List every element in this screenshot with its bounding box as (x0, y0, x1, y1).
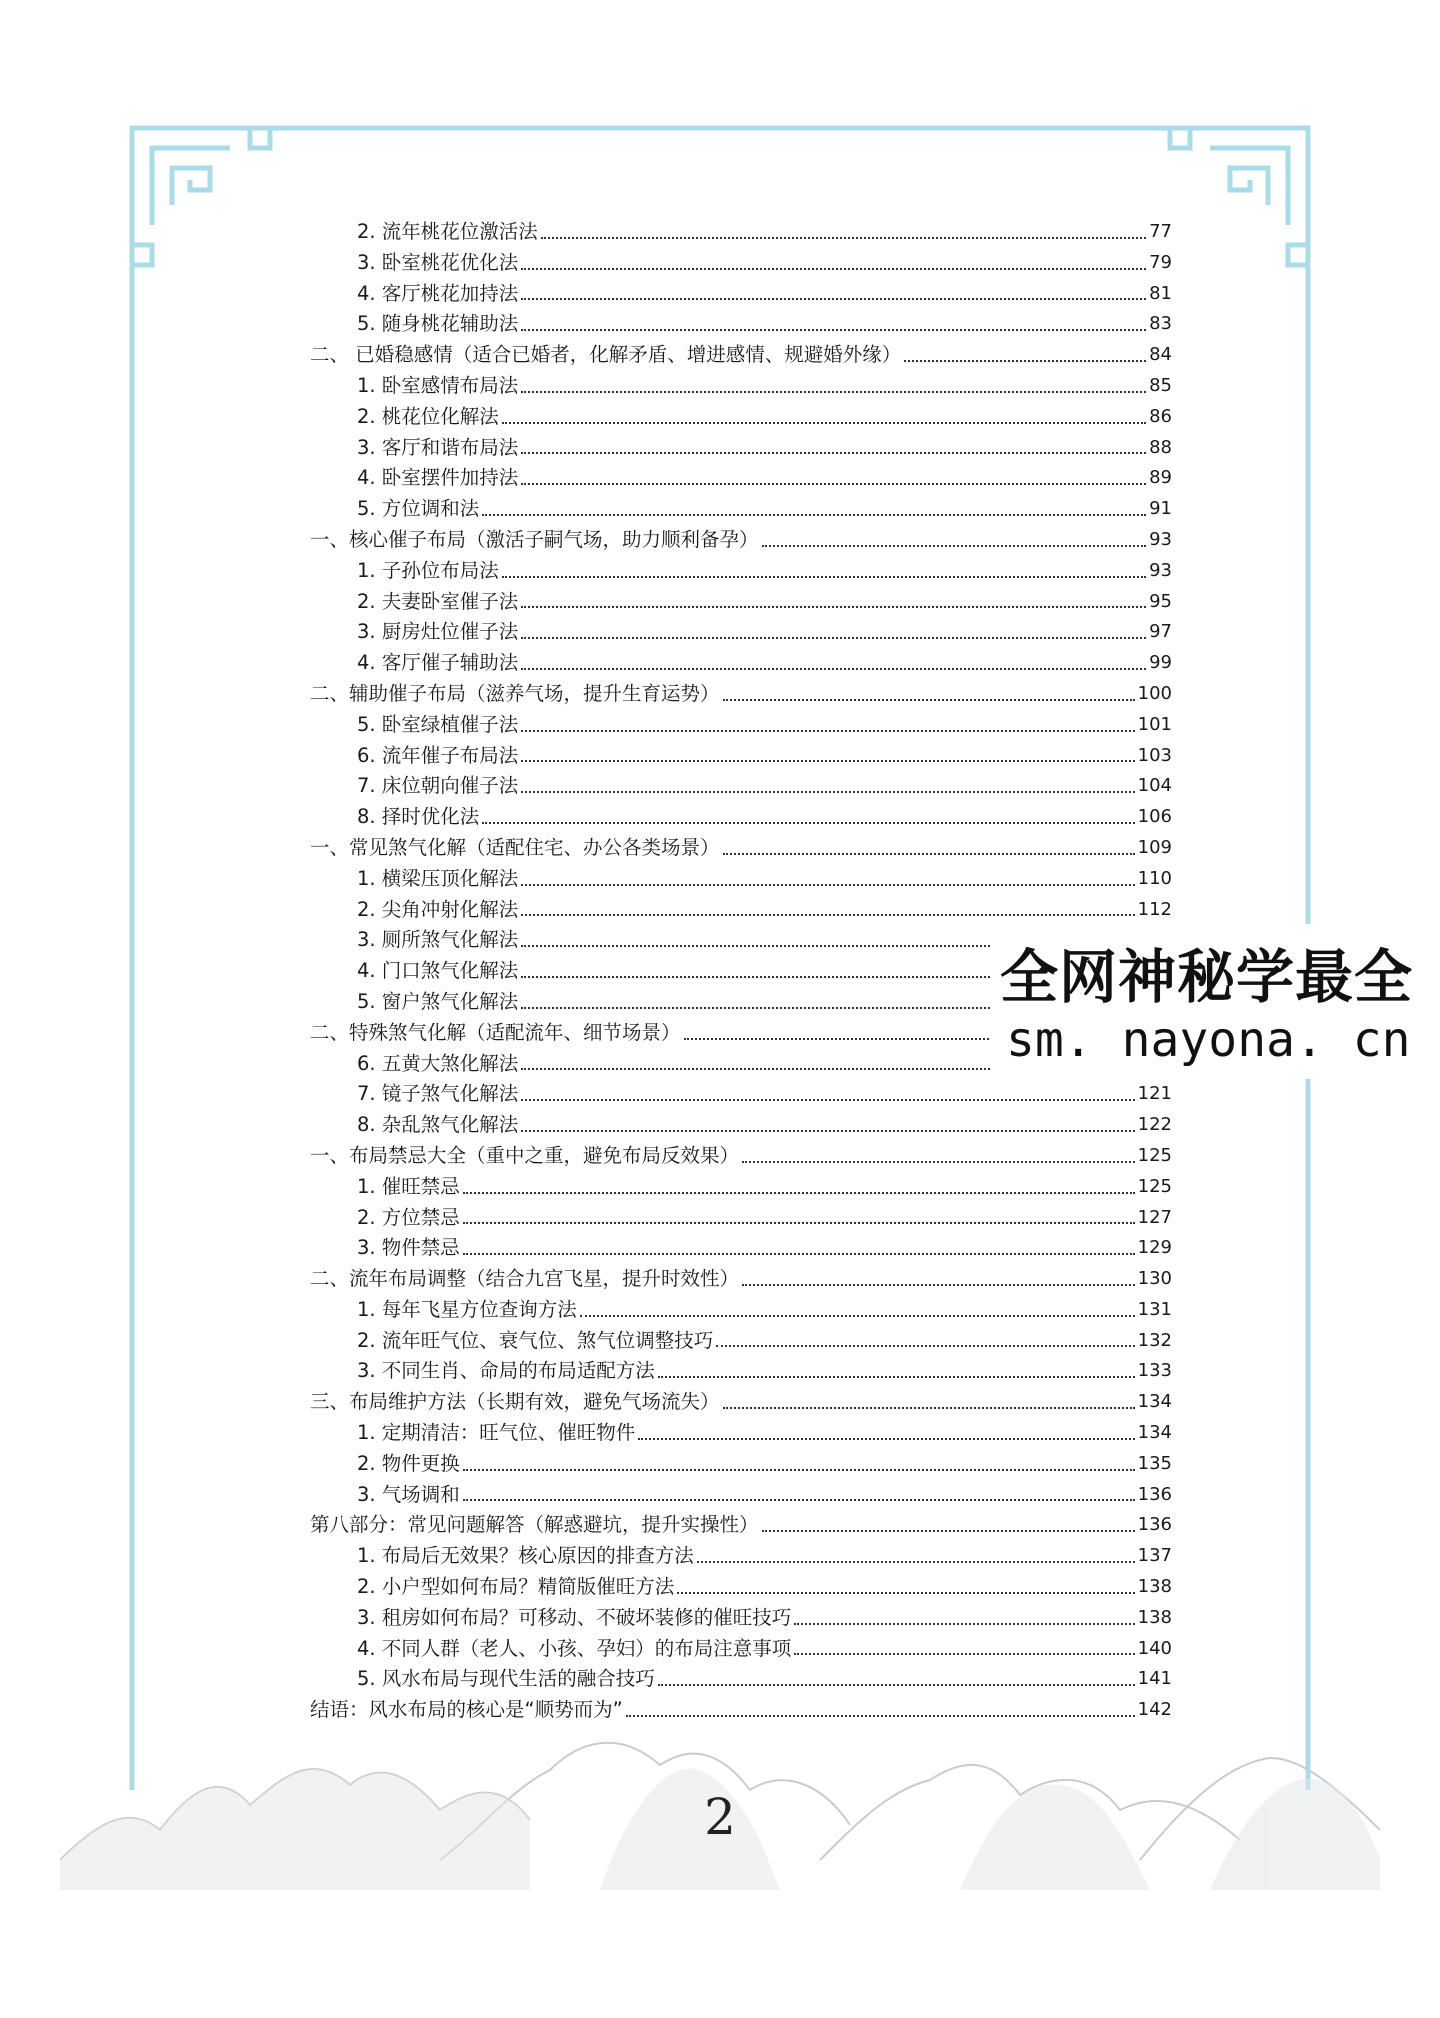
toc-entry[interactable] (310, 802, 1172, 833)
toc-entry-page: 93 (1149, 528, 1172, 550)
toc-entry-title: 1. 子孙位布局法 (357, 558, 499, 582)
toc-entry-title: 3. 物件禁忌 (357, 1236, 460, 1260)
toc-entry-title: 1. 横梁压顶化解法 (357, 866, 519, 890)
toc-entry[interactable] (310, 1356, 1172, 1387)
toc-entry-page: 95 (1149, 590, 1172, 612)
toc-entry-title: 5. 窗户煞气化解法 (357, 989, 519, 1013)
toc-entry-title: 1. 卧室感情布局法 (357, 373, 519, 397)
watermark-line-1: 全网神秘学最全 (1000, 943, 1414, 1011)
dot-leader (762, 1530, 1135, 1532)
toc-entry[interactable] (310, 1141, 1172, 1172)
toc-entry-title: 2. 方位禁忌 (357, 1205, 460, 1229)
toc-entry-page: 127 (1137, 1206, 1172, 1228)
toc-entry-title: 3. 厨房灶位催子法 (357, 620, 519, 644)
toc-entry-page: 136 (1137, 1483, 1172, 1505)
toc-entry-title: 2. 桃花位化解法 (357, 404, 499, 428)
toc-entry-title: 1. 每年飞星方位查询方法 (357, 1297, 577, 1321)
toc-entry-page: 132 (1137, 1329, 1172, 1351)
toc-entry-page: 125 (1137, 1144, 1172, 1166)
toc-entry[interactable] (310, 1264, 1172, 1295)
dot-leader (521, 329, 1146, 331)
toc-entry[interactable] (310, 1510, 1172, 1541)
toc-entry-page: 125 (1137, 1175, 1172, 1197)
toc-entry-title: 2. 夫妻卧室催子法 (357, 589, 519, 613)
toc-entry-title: 1. 定期清洁：旺气位、催旺物件 (357, 1421, 636, 1445)
toc-entry-page: 89 (1149, 467, 1172, 489)
dot-leader (521, 730, 1134, 732)
watermark-line-2: sm. nayona. cn (1006, 1012, 1411, 1068)
toc-entry[interactable] (310, 371, 1172, 402)
toc-entry-title: 二、特殊煞气化解（适配流年、细节场景） (310, 1020, 681, 1044)
dot-leader (762, 545, 1147, 547)
toc-entry[interactable] (310, 648, 1172, 679)
dot-leader (658, 1376, 1135, 1378)
dot-leader (463, 1253, 1135, 1255)
toc-entry[interactable] (310, 1634, 1172, 1665)
toc-entry-page: 121 (1137, 1083, 1172, 1105)
dot-leader (521, 483, 1146, 485)
toc-entry-page: 138 (1137, 1576, 1172, 1598)
toc-entry-page: 129 (1137, 1237, 1172, 1259)
toc-entry-page: 134 (1137, 1422, 1172, 1444)
toc-entry[interactable] (310, 1203, 1172, 1234)
toc-entry-title: 1. 布局后无效果？核心原因的排查方法 (357, 1544, 694, 1568)
toc-entry-page: 81 (1149, 282, 1172, 304)
toc-entry-page: 138 (1137, 1606, 1172, 1628)
toc-entry-title: 4. 客厅催子辅助法 (357, 651, 519, 675)
toc-entry-title: 7. 床位朝向催子法 (357, 774, 519, 798)
toc-entry-page: 130 (1137, 1268, 1172, 1290)
dot-leader (794, 1653, 1134, 1655)
toc-entry[interactable] (310, 217, 1172, 248)
toc-entry[interactable] (310, 525, 1172, 556)
dot-leader (482, 514, 1146, 516)
toc-entry[interactable] (310, 1449, 1172, 1480)
toc-entry[interactable] (310, 1233, 1172, 1264)
toc-entry-title: 一、常见煞气化解（适配住宅、办公各类场景） (310, 835, 720, 859)
dot-leader (521, 391, 1146, 393)
toc-entry[interactable] (310, 1418, 1172, 1449)
toc-entry-page: 101 (1137, 713, 1172, 735)
toc-entry-page: 140 (1137, 1637, 1172, 1659)
dot-leader (521, 268, 1146, 270)
toc-entry[interactable] (310, 1572, 1172, 1603)
dot-leader (502, 422, 1146, 424)
toc-entry-page: 131 (1137, 1298, 1172, 1320)
toc-entry-page: 83 (1149, 313, 1172, 335)
toc-entry-title: 5. 风水布局与现代生活的融合技巧 (357, 1667, 655, 1691)
toc-entry[interactable] (310, 710, 1172, 741)
toc-entry-title: 二、 已婚稳感情（适合已婚者，化解矛盾、增进感情、规避婚外缘） (310, 343, 902, 367)
toc-entry-title: 5. 随身桃花辅助法 (357, 312, 519, 336)
toc-entry[interactable] (310, 1603, 1172, 1634)
toc-entry[interactable] (310, 1387, 1172, 1418)
dot-leader (521, 668, 1146, 670)
dot-leader (521, 637, 1146, 639)
toc-entry-title: 2. 小户型如何布局？精简版催旺方法 (357, 1575, 675, 1599)
dot-leader (521, 884, 1134, 886)
toc-entry-title: 5. 方位调和法 (357, 497, 480, 521)
dot-leader (697, 1561, 1135, 1563)
toc-entry-title: 5. 卧室绿植催子法 (357, 712, 519, 736)
toc-entry-page: 84 (1149, 344, 1172, 366)
toc-entry-page: 135 (1137, 1452, 1172, 1474)
toc-entry-page: 97 (1149, 621, 1172, 643)
toc-entry-page: 86 (1149, 405, 1172, 427)
toc-entry[interactable] (310, 617, 1172, 648)
toc-entry-title: 三、布局维护方法（长期有效，避免气场流失） (310, 1390, 720, 1414)
dot-leader (723, 853, 1135, 855)
toc-entry-page: 88 (1149, 436, 1172, 458)
toc-entry[interactable] (310, 1664, 1172, 1695)
dot-leader (904, 360, 1146, 362)
dot-leader (521, 298, 1146, 300)
dot-leader (638, 1438, 1134, 1440)
dot-leader (521, 606, 1146, 608)
toc-entry-title: 2. 流年桃花位激活法 (357, 220, 538, 243)
page-number: 2 (704, 1788, 736, 1846)
toc-entry-title: 一、核心催子布局（激活子嗣气场，助力顺利备孕） (310, 527, 759, 551)
toc-entry-page: 134 (1137, 1391, 1172, 1413)
dot-leader (716, 1345, 1134, 1347)
toc-entry[interactable] (310, 463, 1172, 494)
toc-entry-page: 79 (1149, 251, 1172, 273)
toc-entry[interactable] (310, 1541, 1172, 1572)
dot-leader (742, 1161, 1135, 1163)
toc-entry[interactable] (310, 556, 1172, 587)
toc-entry-page: 99 (1149, 652, 1172, 674)
toc-entry-title: 4. 门口煞气化解法 (357, 959, 519, 983)
toc-entry[interactable] (310, 741, 1172, 772)
toc-entry-title: 二、辅助催子布局（滋养气场，提升生育运势） (310, 681, 720, 705)
toc-entry-title: 4. 客厅桃花加持法 (357, 281, 519, 305)
toc-entry[interactable] (310, 1295, 1172, 1326)
toc-entry-title: 4. 卧室摆件加持法 (357, 466, 519, 490)
toc-entry-title: 2. 流年旺气位、衰气位、煞气位调整技巧 (357, 1328, 714, 1352)
toc-entry[interactable] (310, 864, 1172, 895)
toc-entry-page: 112 (1137, 898, 1172, 920)
toc-entry-title: 1. 催旺禁忌 (357, 1174, 460, 1198)
toc-entry-page: 109 (1137, 836, 1172, 858)
dot-leader (723, 699, 1135, 701)
toc-entry[interactable] (310, 494, 1172, 525)
toc-entry-title: 一、布局禁忌大全（重中之重，避免布局反效果） (310, 1143, 740, 1167)
dot-leader (502, 576, 1146, 578)
dot-leader (521, 1099, 1134, 1101)
toc-entry-title: 4. 不同人群（老人、小孩、孕妇）的布局注意事项 (357, 1636, 792, 1660)
toc-entry[interactable] (310, 679, 1172, 710)
toc-entry[interactable] (310, 771, 1172, 802)
toc-entry-page: 136 (1137, 1514, 1172, 1536)
toc-entry-title: 3. 厕所煞气化解法 (357, 928, 519, 952)
dot-leader (463, 1499, 1135, 1501)
dot-leader (482, 822, 1134, 824)
toc-entry-page: 122 (1137, 1114, 1172, 1136)
toc-entry-page: 110 (1137, 867, 1172, 889)
toc-entry[interactable] (310, 895, 1172, 926)
dot-leader (794, 1623, 1134, 1625)
toc-entry-title: 第八部分：常见问题解答（解惑避坑，提升实操性） (310, 1513, 759, 1537)
toc-entry[interactable] (310, 587, 1172, 618)
toc-entry[interactable] (310, 279, 1172, 310)
toc-entry-page: 85 (1149, 374, 1172, 396)
toc-entry[interactable] (310, 340, 1172, 371)
dot-leader (521, 760, 1134, 762)
toc-entry-title: 3. 气场调和 (357, 1482, 460, 1506)
dot-leader (521, 452, 1146, 454)
toc-entry-title: 8. 择时优化法 (357, 805, 480, 829)
dot-leader (742, 1284, 1135, 1286)
toc-entry[interactable] (310, 1110, 1172, 1141)
toc-entry[interactable] (310, 309, 1172, 340)
dot-leader (580, 1315, 1135, 1317)
toc-entry-page: 133 (1137, 1360, 1172, 1382)
toc-entry-title: 6. 五黄大煞化解法 (357, 1051, 519, 1075)
toc-entry-page: 141 (1137, 1668, 1172, 1690)
dot-leader (677, 1592, 1134, 1594)
toc-entry-title: 3. 不同生肖、命局的布局适配方法 (357, 1359, 655, 1383)
toc-entry-title: 8. 杂乱煞气化解法 (357, 1113, 519, 1137)
toc-entry[interactable] (310, 402, 1172, 433)
toc-entry-title: 3. 租房如何布局？可移动、不破坏装修的催旺技巧 (357, 1605, 792, 1629)
dot-leader (463, 1469, 1135, 1471)
toc-entry-title: 2. 尖角冲射化解法 (357, 897, 519, 921)
toc-entry[interactable] (310, 433, 1172, 464)
toc-entry-page: 103 (1137, 744, 1172, 766)
toc-entry-title: 7. 镜子煞气化解法 (357, 1082, 519, 1106)
toc-entry-title: 二、流年布局调整（结合九宫飞星，提升时效性） (310, 1267, 740, 1291)
toc-entry[interactable] (310, 833, 1172, 864)
dot-leader (521, 791, 1134, 793)
watermark-overlay (990, 924, 1440, 1079)
toc-entry-page: 142 (1137, 1699, 1172, 1721)
dot-leader (521, 914, 1134, 916)
toc-entry[interactable] (310, 248, 1172, 279)
dot-leader (723, 1407, 1135, 1409)
toc-entry[interactable] (310, 1695, 1172, 1726)
toc-entry-title: 2. 物件更换 (357, 1451, 460, 1475)
dot-leader (463, 1222, 1135, 1224)
dot-leader (658, 1684, 1135, 1686)
toc-entry[interactable] (310, 1480, 1172, 1511)
toc-entry-title: 6. 流年催子布局法 (357, 743, 519, 767)
toc-entry-page: 137 (1137, 1545, 1172, 1567)
toc-entry-title: 3. 客厅和谐布局法 (357, 435, 519, 459)
toc-entry[interactable] (310, 1172, 1172, 1203)
dot-leader (626, 1715, 1135, 1717)
toc-entry-page: 91 (1149, 498, 1172, 520)
toc-entry-page: 93 (1149, 559, 1172, 581)
toc-entry-page: 100 (1137, 682, 1172, 704)
toc-entry-title: 3. 卧室桃花优化法 (357, 250, 519, 274)
toc-entry[interactable] (310, 1326, 1172, 1357)
dot-leader (521, 1130, 1134, 1132)
toc-entry-title: 结语：风水布局的核心是“顺势而为” (310, 1698, 623, 1722)
toc-entry-page: 104 (1137, 775, 1172, 797)
toc-entry-page: 77 (1149, 221, 1172, 242)
toc-entry[interactable] (310, 1079, 1172, 1110)
dot-leader (541, 237, 1146, 239)
dot-leader (463, 1192, 1135, 1194)
toc-entry-page: 106 (1137, 806, 1172, 828)
